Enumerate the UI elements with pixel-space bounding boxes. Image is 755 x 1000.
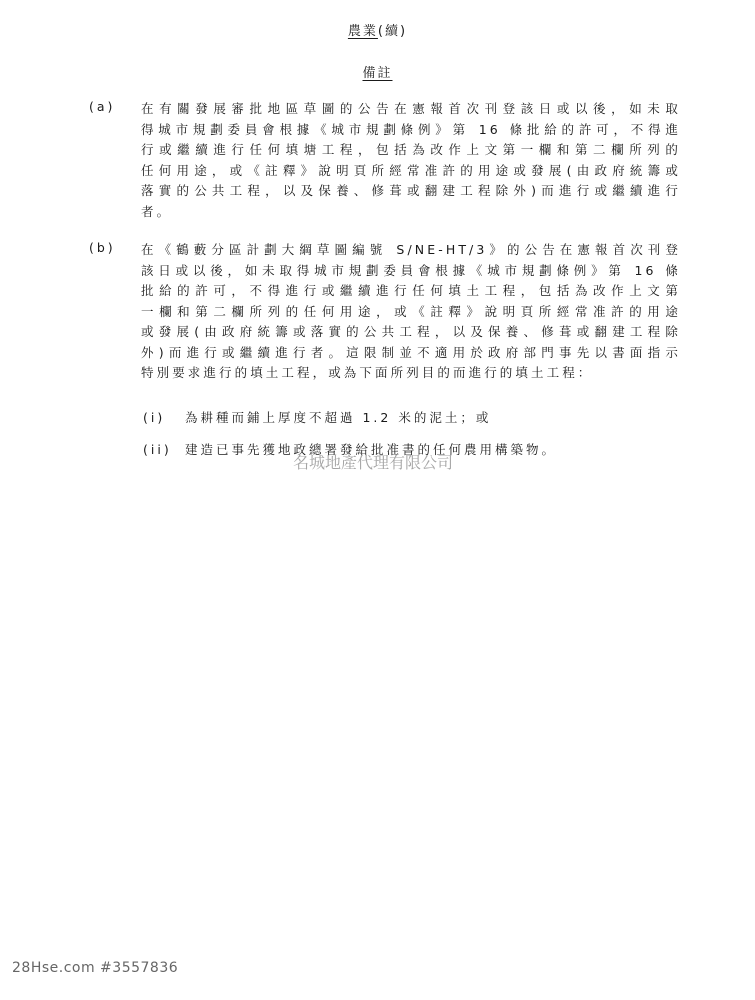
note-a-line: 落實的公共工程，以及保養、修葺或翻建工程除外)而進行或繼續進行: [141, 183, 681, 198]
section-heading: [0, 62, 755, 81]
note-b-label: (b): [89, 240, 116, 255]
agency-watermark: 名城地產代理有限公司: [293, 453, 454, 472]
note-a-label: (a): [89, 99, 116, 114]
note-b-line: 一欄和第二欄所列的任何用途，或《註釋》說明頁所經常准許的用途: [141, 303, 681, 319]
note-a-text: [141, 99, 681, 222]
note-b-line: 外)而進行或繼續進行者。這限制並不適用於政府部門事先以書面指示: [141, 344, 681, 360]
note-a-line: 任何用途，或《註釋》說明頁所經常准許的用途或發展(由政府統籌或: [141, 162, 681, 178]
note-b-line: 或發展(由政府統籌或落實的公共工程，以及保養、修葺或翻建工程除: [141, 324, 681, 339]
sub-item-i-label: (i): [143, 410, 166, 425]
sub-item-i-text: 為耕種而鋪上厚度不超過 1.2 米的泥土；或: [185, 410, 492, 425]
note-a-line: 得城市規劃委員會根據《城市規劃條例》第 16 條批給的許可，不得進: [141, 121, 681, 137]
note-b-line: 在《鶴藪分區計劃大綱草圖編號 S/NE-HT/3》的公告在憲報首次刊登: [141, 242, 681, 257]
note-b-line: 該日或以後，如未取得城市規劃委員會根據《城市規劃條例》第 16 條: [141, 262, 681, 278]
note-a-line: 者。: [141, 203, 173, 219]
note-a-line: 行或繼續進行任何填塘工程，包括為改作上文第一欄和第二欄所列的: [141, 142, 681, 157]
listing-watermark: 28Hse.com #3557836: [12, 960, 179, 976]
sub-item-i: [143, 408, 491, 426]
note-a-line: 在有關發展審批地區草圖的公告在憲報首次刊登該日或以後，如未取: [141, 101, 681, 116]
page-title: [0, 20, 755, 39]
note-b-text: [141, 240, 681, 384]
note-b-line: 批給的許可，不得進行或繼續進行任何填土工程，包括為改作上文第: [141, 283, 681, 298]
page-title-main: 農業: [347, 24, 378, 39]
sub-item-ii-label: (ii): [143, 442, 172, 457]
page-title-suffix: (續): [377, 24, 408, 39]
section-heading-text: 備註: [362, 66, 393, 81]
note-b-line: 特別要求進行的填土工程，或為下面所列目的而進行的填土工程：: [141, 365, 594, 380]
sub-item-ii-text: 建造已事先獲地政總署發給批准書的任何農用構築物。: [185, 442, 558, 457]
